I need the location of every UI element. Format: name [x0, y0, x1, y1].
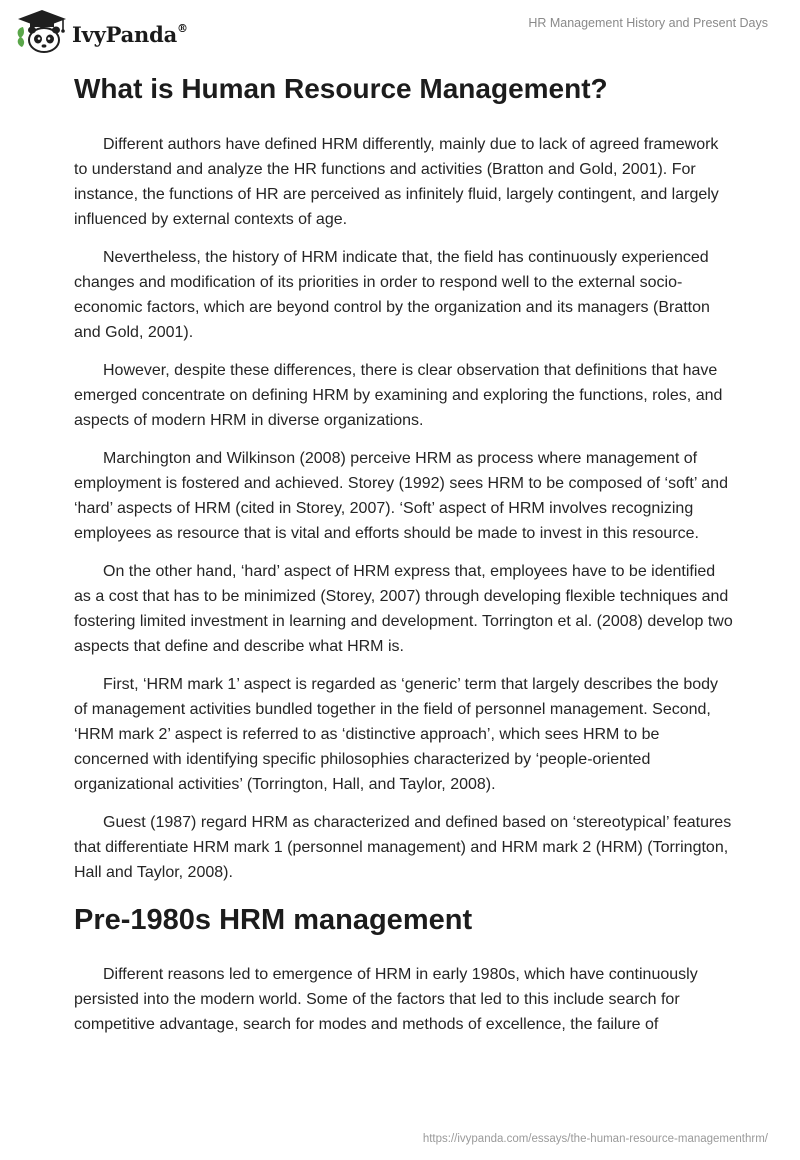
paragraph: However, despite these differences, there is clear observation that definitions that have emerged concentrate on defining HRM by examining and exploring the functions, roles, and aspects of modern HRM in diverse organizations. [74, 361, 723, 429]
paragraph: Nevertheless, the history of HRM indicate that, the field has continuously experienced changes and modification of its priorities in order to respond well to the external socio-economic factors, which are beyond control by the organization and its managers (Bratton and Gold, 2001). [74, 248, 710, 341]
paragraph: First, ‘HRM mark 1’ aspect is regarded as ‘generic’ term that largely describes the body of management activities bundled together in the field of personnel management. Second, ‘HRM mark 2’ aspect is referred to as ‘distinctive approach’, which sees HRM to be concerned with identifying specific philosophies characterized by ‘people-oriented organizational activities’ (Torrington, Hall, and Taylor, 2008). [74, 675, 719, 793]
section-heading: What is Human Resource Management? [74, 73, 608, 104]
section-heading: Pre-1980s HRM management [74, 903, 473, 936]
source-url[interactable]: https://ivypanda.com/essays/the-human-resource-managementhrm/ [422, 1133, 768, 1145]
panda-graduate-icon [14, 8, 70, 54]
paragraph: Different reasons led to emergence of HRM in early 1980s, which have continuously persisted into the modern world. Some of the factors that led to this include search for competitive advantage, search for modes and methods of excellence, the failure of [74, 966, 698, 1034]
paragraph: Guest (1987) regard HRM as characterized and defined based on ‘stereotypical’ features that differentiate HRM mark 1 (personnel management) and HRM mark 2 (HRM) (Torrington, Hall and Taylor, 2008). [74, 813, 732, 881]
paragraph: On the other hand, ‘hard’ aspect of HRM express that, employees have to be identified as a cost that has to be minimized (Storey, 2007) through developing flexible techniques and fostering limited investment in learning and development. Torrington et al. (2008) develop two aspects that define and describe what HRM is. [74, 562, 733, 655]
essay-body [74, 72, 734, 1050]
brand-name: IvyPanda® [72, 21, 188, 47]
ivypanda-logo[interactable] [14, 8, 188, 54]
paragraph: Marchington and Wilkinson (2008) perceive HRM as process where management of employment is fostered and achieved. Storey (1992) sees HRM to be composed of ‘soft’ and ‘hard’ aspects of HRM (cited in Storey, 2007). ‘Soft’ aspect of HRM involves recognizing employees as resource that is vital and efforts should be made to invest in this resource. [74, 449, 728, 542]
page-header [0, 0, 800, 62]
document-title: HR Management History and Present Days [528, 16, 768, 30]
paragraph: Different authors have defined HRM differently, mainly due to lack of agreed framework to understand and analyze the HR functions and activities (Bratton and Gold, 2001). For instance, the functions of HR are perceived as infinitely fluid, largely contingent, and largely influenced by external contexts of age. [74, 135, 719, 228]
